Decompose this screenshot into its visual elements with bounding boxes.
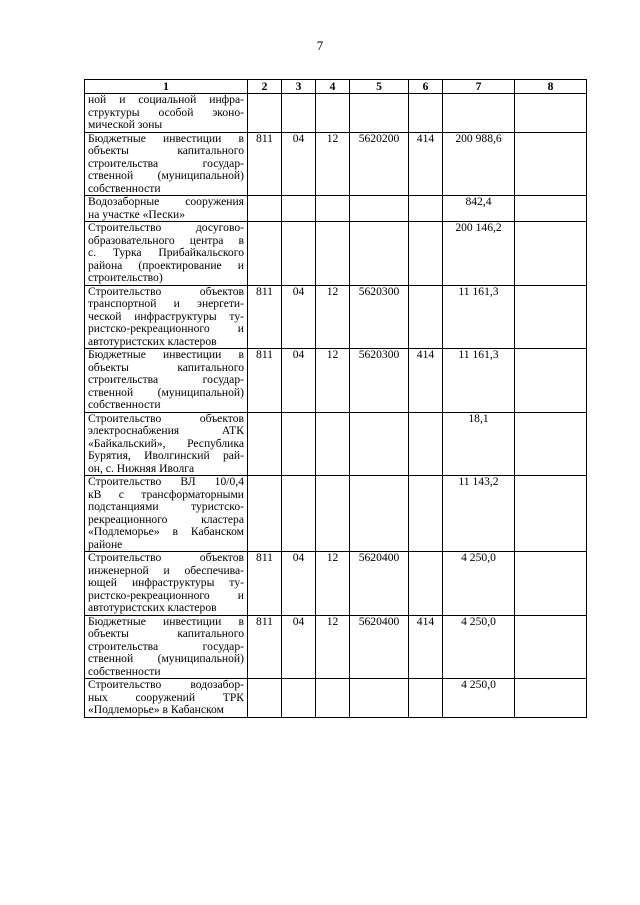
item-name-line: Строительство досугово- (88, 221, 244, 234)
table-row (85, 349, 587, 413)
budget-table (84, 79, 587, 718)
item-name-line: ристско-рекреационного и (88, 322, 244, 335)
item-name-line: Бюджетные инвестиции в (88, 348, 244, 361)
item-name-line: ной и социальной инфра- (88, 93, 244, 106)
expense-type-cell (409, 412, 443, 476)
item-name-line: рекреационного кластера (88, 512, 244, 526)
table-row (85, 412, 587, 476)
item-name-line: собственности (88, 398, 161, 411)
table-row (85, 679, 587, 718)
paragraph-cell: 12 (316, 132, 350, 196)
amount-cell: 200 988,6 (443, 132, 515, 196)
subsection-cell: 04 (282, 349, 316, 413)
target-article-cell: 5620300 (350, 285, 409, 349)
target-article-cell: 5620300 (350, 349, 409, 413)
extra-cell (515, 552, 587, 616)
item-name-line: Бурятия, Иволгинский рай- (88, 449, 244, 462)
section-cell: 811 (248, 552, 282, 616)
expense-type-cell (409, 94, 443, 133)
table-row (85, 476, 587, 552)
target-article-cell (350, 196, 409, 222)
amount-cell: 200 146,2 (443, 222, 515, 286)
item-name-line: объекты капитального (88, 144, 244, 157)
item-name-line: с. Турка Прибайкальского (88, 246, 244, 259)
item-name-line: Водозаборные сооружения (88, 195, 244, 208)
item-name-line: Строительство водозабор- (88, 678, 244, 691)
amount-cell: 4 250,0 (443, 615, 515, 679)
item-name-cell (85, 476, 248, 552)
extra-cell (515, 196, 587, 222)
paragraph-cell (316, 476, 350, 552)
extra-cell (515, 615, 587, 679)
item-name-cell (85, 679, 248, 718)
table-row (85, 615, 587, 679)
item-name-cell (85, 285, 248, 349)
extra-cell (515, 349, 587, 413)
paragraph-cell: 12 (316, 349, 350, 413)
table-row (85, 196, 587, 222)
item-name-cell (85, 94, 248, 133)
amount-cell: 4 250,0 (443, 552, 515, 616)
target-article-cell (350, 94, 409, 133)
section-cell: 811 (248, 615, 282, 679)
item-name-line: собственности (88, 664, 161, 678)
expense-type-cell: 414 (409, 132, 443, 196)
item-name-line: ющей инфраструктуры ту- (88, 576, 244, 589)
section-cell (248, 222, 282, 286)
target-article-cell (350, 679, 409, 718)
extra-cell (515, 285, 587, 349)
expense-type-cell (409, 196, 443, 222)
item-name-line: Строительство объектов (88, 551, 244, 564)
item-name-cell (85, 196, 248, 222)
item-name-line: структуры особой эконо- (88, 105, 244, 119)
subsection-cell: 04 (282, 285, 316, 349)
item-name-cell (85, 412, 248, 476)
subsection-cell: 04 (282, 615, 316, 679)
extra-cell (515, 412, 587, 476)
expense-type-cell: 414 (409, 615, 443, 679)
target-article-cell: 5620400 (350, 552, 409, 616)
subsection-cell (282, 412, 316, 476)
expense-type-cell (409, 476, 443, 552)
header-cell-7: 7 (443, 80, 515, 94)
item-name-line: автотуристских кластеров (88, 334, 217, 348)
table-row (85, 285, 587, 349)
item-name-line: объекты капитального (88, 360, 244, 374)
extra-cell (515, 476, 587, 552)
section-cell (248, 94, 282, 133)
section-cell (248, 196, 282, 222)
expense-type-cell: 414 (409, 349, 443, 413)
subsection-cell: 04 (282, 132, 316, 196)
item-name-line: электроснабжения АТК (88, 424, 244, 437)
item-name-line: Бюджетные инвестиции в (88, 132, 244, 145)
item-name-line: районе (88, 537, 123, 551)
section-cell (248, 412, 282, 476)
target-article-cell (350, 412, 409, 476)
amount-cell: 842,4 (443, 196, 515, 222)
item-name-line: Строительство объектов (88, 412, 244, 425)
item-name-line: строительства государ- (88, 156, 244, 170)
item-name-line: ристско-рекреационного и (88, 588, 244, 602)
subsection-cell: 04 (282, 552, 316, 616)
item-name-line: собственности (88, 181, 161, 195)
item-name-line: автотуристских кластеров (88, 601, 217, 614)
table-row (85, 94, 587, 133)
item-name-cell (85, 615, 248, 679)
extra-cell (515, 132, 587, 196)
subsection-cell (282, 222, 316, 286)
table-row (85, 222, 587, 286)
amount-cell: 11 143,2 (443, 476, 515, 552)
item-name-line: ных сооружений ТРК (88, 690, 244, 704)
subsection-cell (282, 476, 316, 552)
paragraph-cell: 12 (316, 552, 350, 616)
extra-cell (515, 94, 587, 133)
item-name-line: «Подлеморье» в Кабанском (88, 703, 224, 716)
header-cell-5: 5 (350, 80, 409, 94)
item-name-line: подстанциями туристско- (88, 500, 244, 513)
paragraph-cell (316, 196, 350, 222)
subsection-cell (282, 196, 316, 222)
item-name-line: инженерной и обеспечива- (88, 563, 244, 577)
header-cell-6: 6 (409, 80, 443, 94)
extra-cell (515, 679, 587, 718)
item-name-line: образовательного центра в (88, 233, 244, 247)
header-cell-1: 1 (85, 80, 248, 94)
item-name-line: Строительство ВЛ 10/0,4 (88, 475, 244, 488)
target-article-cell: 5620200 (350, 132, 409, 196)
expense-type-cell (409, 552, 443, 616)
page-number: 7 (316, 38, 324, 53)
item-name-line: кВ с трансформаторными (88, 487, 244, 501)
item-name-line: Бюджетные инвестиции в (88, 615, 244, 628)
extra-cell (515, 222, 587, 286)
paragraph-cell (316, 679, 350, 718)
header-cell-3: 3 (282, 80, 316, 94)
amount-cell: 11 161,3 (443, 349, 515, 413)
item-name-line: мической зоны (88, 118, 163, 131)
section-cell (248, 679, 282, 718)
item-name-line: транспортной и энергети- (88, 297, 244, 310)
section-cell: 811 (248, 132, 282, 196)
amount-cell: 18,1 (443, 412, 515, 476)
item-name-line: района (проектирование и (88, 258, 244, 272)
item-name-cell (85, 552, 248, 616)
item-name-cell (85, 222, 248, 286)
table-row (85, 132, 587, 196)
item-name-line: объекты капитального (88, 627, 244, 640)
section-cell: 811 (248, 349, 282, 413)
item-name-cell (85, 132, 248, 196)
subsection-cell (282, 94, 316, 133)
target-article-cell (350, 476, 409, 552)
item-name-line: ственной (муниципальной) (88, 652, 244, 665)
paragraph-cell (316, 412, 350, 476)
amount-cell: 4 250,0 (443, 679, 515, 718)
expense-type-cell (409, 285, 443, 349)
amount-cell (443, 94, 515, 133)
expense-type-cell (409, 222, 443, 286)
header-cell-2: 2 (248, 80, 282, 94)
header-row (85, 80, 587, 94)
table-body (85, 94, 587, 718)
item-name-line: «Байкальский», Республика (88, 436, 244, 450)
item-name-line: строительства государ- (88, 639, 244, 653)
section-cell: 811 (248, 285, 282, 349)
paragraph-cell: 12 (316, 285, 350, 349)
item-name-line: строительства государ- (88, 373, 244, 386)
item-name-line: строительство) (88, 271, 163, 284)
paragraph-cell: 12 (316, 615, 350, 679)
item-name-line: ственной (муниципальной) (88, 385, 244, 399)
item-name-line: ственной (муниципальной) (88, 169, 244, 182)
item-name-line: ческой инфраструктуры ту- (88, 309, 244, 323)
item-name-line: Строительство объектов (88, 285, 244, 298)
paragraph-cell (316, 94, 350, 133)
item-name-line: «Подлеморье» в Кабанском (88, 525, 244, 538)
header-cell-8: 8 (515, 80, 587, 94)
item-name-line: на участке «Пески» (88, 207, 186, 221)
target-article-cell: 5620400 (350, 615, 409, 679)
amount-cell: 11 161,3 (443, 285, 515, 349)
section-cell (248, 476, 282, 552)
expense-type-cell (409, 679, 443, 718)
table-row (85, 552, 587, 616)
item-name-cell (85, 349, 248, 413)
paragraph-cell (316, 222, 350, 286)
item-name-line: он, с. Нижняя Иволга (88, 461, 195, 475)
subsection-cell (282, 679, 316, 718)
target-article-cell (350, 222, 409, 286)
header-cell-4: 4 (316, 80, 350, 94)
